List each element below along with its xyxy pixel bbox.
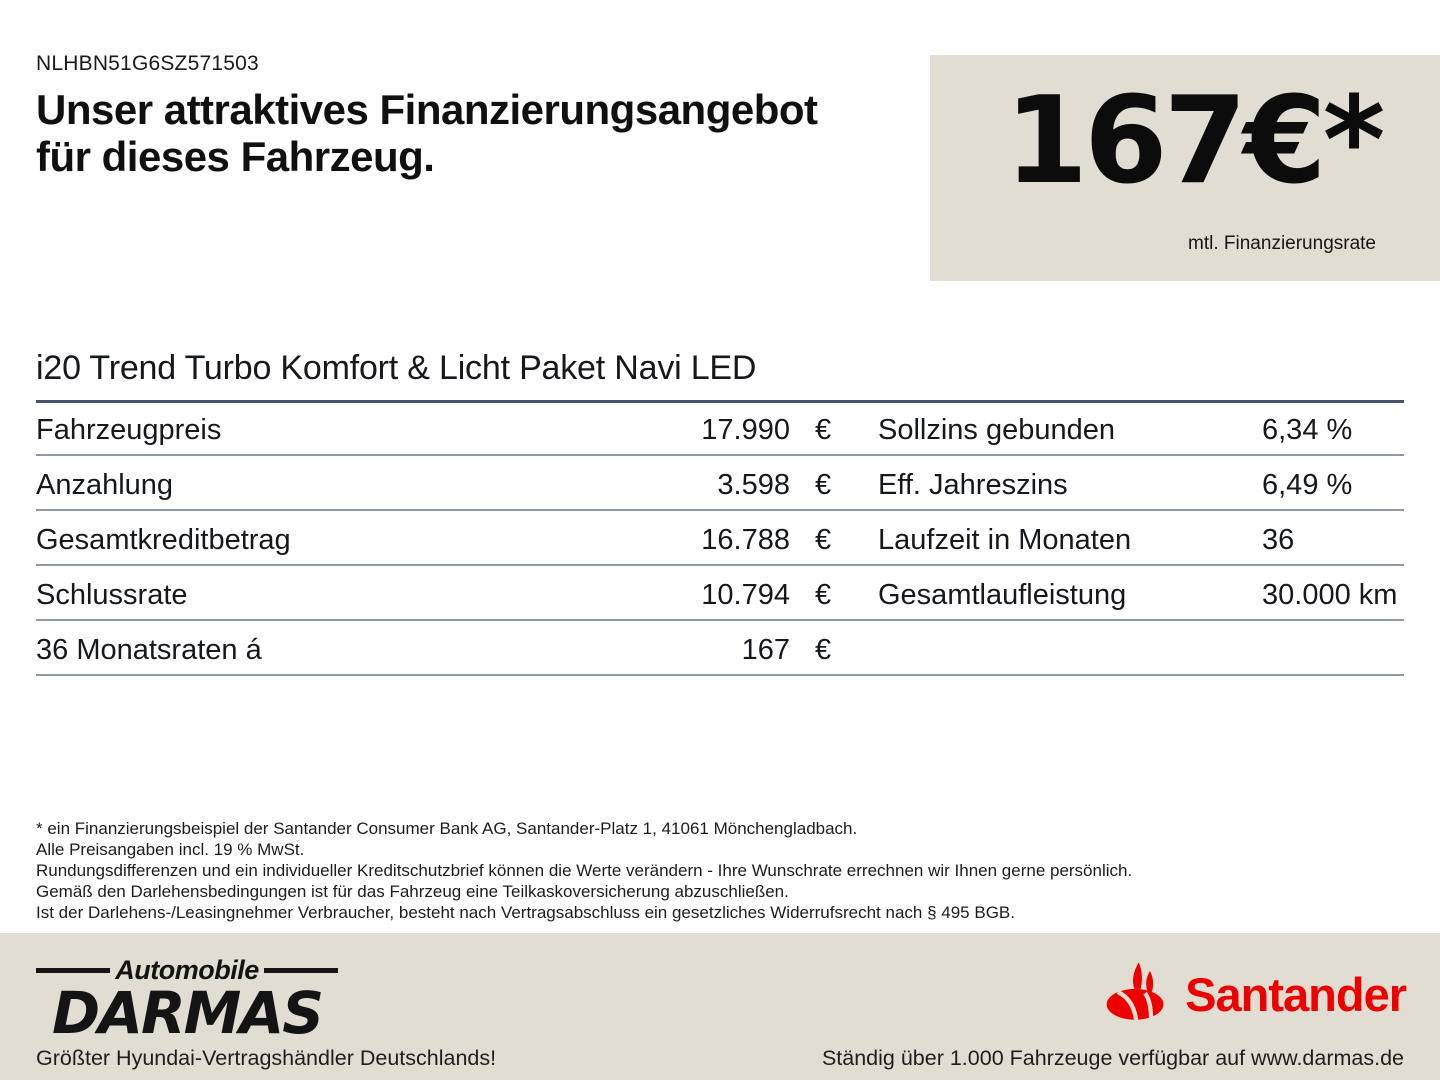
footer bbox=[0, 933, 1440, 1080]
row-label: Schlussrate bbox=[36, 579, 188, 611]
disclaimer-line: Rundungsdifferenzen und ein individueller Kreditschutzbrief können die Werte verändern - Ihre Wunschrate errechnen wir Ihnen gerne persönlich. bbox=[36, 861, 1133, 880]
santander-wordmark: Santander bbox=[1185, 968, 1406, 1021]
headline-line1: Unser attraktives Finanzierungsangebot bbox=[36, 86, 818, 133]
row-unit: € bbox=[815, 414, 832, 446]
logo-left-bar bbox=[36, 968, 110, 973]
darmas-logo-script: Automobile bbox=[115, 955, 259, 985]
row-unit: € bbox=[815, 579, 832, 611]
santander-logo bbox=[1103, 961, 1406, 1028]
finance-table bbox=[36, 401, 1404, 676]
santander-flame-icon bbox=[1103, 961, 1177, 1028]
row-label-right: Laufzeit in Monaten bbox=[878, 524, 1132, 556]
row-label-right: Eff. Jahreszins bbox=[878, 469, 1068, 501]
disclaimer bbox=[36, 818, 1336, 923]
row-value: 16.788 bbox=[701, 524, 790, 556]
row-value-right: 6,49 % bbox=[1262, 469, 1353, 501]
row-label-right: Gesamtlaufleistung bbox=[878, 579, 1127, 611]
darmas-logo bbox=[36, 955, 338, 1047]
footer-taglines bbox=[36, 1046, 1404, 1071]
finance-row bbox=[36, 621, 1404, 676]
monthly-rate-caption: mtl. Finanzierungsrate bbox=[1188, 233, 1376, 254]
row-label-right: Sollzins gebunden bbox=[878, 414, 1116, 446]
row-unit: € bbox=[815, 524, 832, 556]
disclaimer-line: * ein Finanzierungsbeispiel der Santander Consumer Bank AG, Santander-Platz 1, 41061 Mönchengladbach. bbox=[36, 819, 858, 838]
row-value: 10.794 bbox=[701, 579, 790, 611]
finance-row bbox=[36, 511, 1404, 566]
row-unit: € bbox=[815, 634, 832, 666]
row-value: 17.990 bbox=[701, 414, 790, 446]
disclaimer-line: Alle Preisangaben incl. 19 % MwSt. bbox=[36, 840, 305, 859]
headline-line2: für dieses Fahrzeug. bbox=[36, 133, 435, 181]
darmas-logo-wordmark: DARMAS bbox=[51, 979, 323, 1047]
row-label: Fahrzeugpreis bbox=[36, 414, 222, 446]
vehicle-title: i20 Trend Turbo Komfort & Licht Paket Navi LED bbox=[36, 349, 1404, 403]
page-title bbox=[36, 86, 818, 181]
monthly-rate-box bbox=[930, 55, 1440, 281]
finance-row bbox=[36, 456, 1404, 511]
row-label: Anzahlung bbox=[36, 469, 174, 501]
availability-tagline: Ständig über 1.000 Fahrzeuge verfügbar auf www.darmas.de bbox=[821, 1046, 1404, 1070]
disclaimer-line: Gemäß den Darlehensbedingungen ist für das Fahrzeug eine Teilkaskoversicherung abzuschließen. bbox=[36, 882, 789, 901]
finance-row bbox=[36, 566, 1404, 621]
row-unit: € bbox=[815, 469, 832, 501]
row-value: 167 bbox=[741, 634, 790, 666]
disclaimer-line: Ist der Darlehens-/Leasingnehmer Verbraucher, besteht nach Vertragsabschluss ein gesetzliches Widerrufsrecht nach § 495 BGB. bbox=[36, 903, 1015, 922]
monthly-rate-amount: 167€* bbox=[1004, 72, 1382, 211]
row-value-right: 36 bbox=[1262, 524, 1295, 556]
row-value: 3.598 bbox=[717, 469, 790, 501]
row-label: Gesamtkreditbetrag bbox=[36, 524, 291, 556]
finance-row bbox=[36, 401, 1404, 456]
logo-right-bar bbox=[264, 968, 338, 973]
row-value-right: 30.000 km bbox=[1262, 579, 1398, 611]
dealer-tagline: Größter Hyundai-Vertragshändler Deutschlands! bbox=[36, 1046, 497, 1070]
row-value-right: 6,34 % bbox=[1262, 414, 1353, 446]
row-label: 36 Monatsraten á bbox=[36, 634, 262, 666]
vin-number: NLHBN51G6SZ571503 bbox=[36, 52, 259, 75]
